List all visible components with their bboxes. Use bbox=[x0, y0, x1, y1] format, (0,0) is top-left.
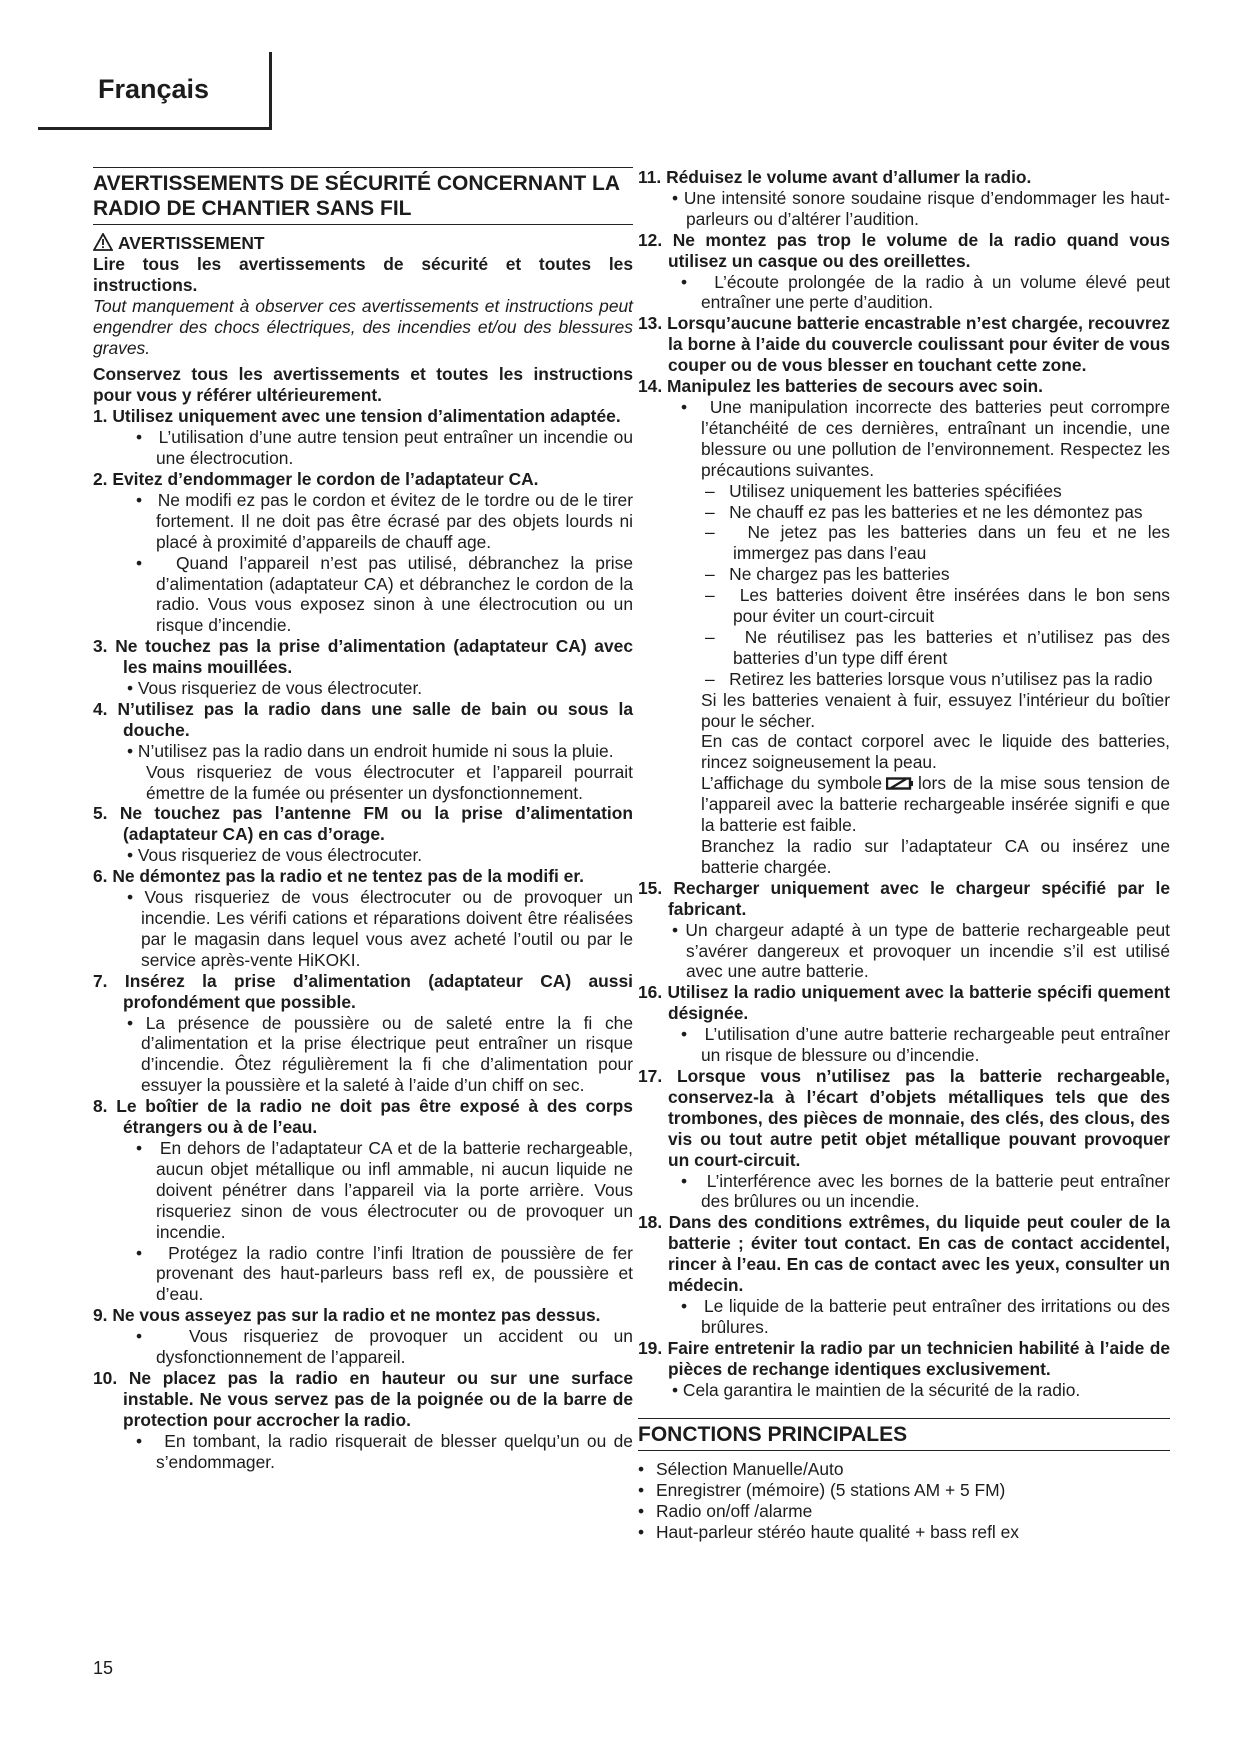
item-bullet: Ne modifi ez pas le cordon et évitez de le tordre ou de le tirer fortement. Il ne doit pas être écrasé par des objets lourds ni placé à proximité d’appareils de chauff age. bbox=[156, 489, 633, 552]
functions-section-title: FONCTIONS PRINCIPALES bbox=[638, 1418, 1170, 1451]
safety-item-11: 11. Réduisez le volume avant d’allumer la radio. • Une intensité sonore soudaine risque d’endommager les haut-parleurs ou d’altérer l’audition. bbox=[638, 167, 1171, 229]
contact-note: En cas de contact corporel avec le liquide des batteries, rincez soigneusement la peau. bbox=[701, 731, 1170, 773]
safety-section-title: AVERTISSEMENTS DE SÉCURITÉ CONCERNANT LA RADIO DE CHANTIER SANS FIL bbox=[93, 167, 633, 225]
safety-item-6: 6. Ne démontez pas la radio et ne tentez pas de la modifi er. • Vous risqueriez de vous électrocuter ou de provoquer un incendie. Les vérifi cations et réparations doivent être réalisées par le magasin dans lequel vous avez acheté l’outil ou par le service après-vente HiKOKI. bbox=[93, 866, 633, 970]
plug-note: Branchez la radio sur l’adaptateur CA ou insérez une batterie chargée. bbox=[701, 836, 1170, 877]
item-title: Ne placez pas la radio en hauteur ou sur une surface instable. Ne vous servez pas de la poignée ou de la barre de protection pour accrocher la radio. bbox=[123, 1367, 633, 1430]
function-item: • Haut-parleur stéréo haute qualité + bass refl ex bbox=[656, 1522, 1170, 1543]
item-bullet: Vous risqueriez de provoquer un accident ou un dysfonctionnement de l’appareil. bbox=[156, 1326, 633, 1368]
safety-item-7: 7. Insérez la prise d’alimentation (adaptateur CA) aussi profondément que possible. • La présence de poussière ou de saleté entre la fi che d’alimentation et la prise électrique peut entraîner un risque d’incendie. Ôtez régulièrement la fi che d’alimentation pour essuyer la poussière et la saleté à l’aide d’un chiff on sec. bbox=[93, 970, 633, 1096]
item-bullet: Protégez la radio contre l’infi ltration de poussière de fer provenant des haut-parleurs bass refl ex, de poussière et d’eau. bbox=[156, 1242, 633, 1305]
item-title: Manipulez les batteries de secours avec soin. bbox=[667, 376, 1044, 397]
item-title: Le boîtier de la radio ne doit pas être exposé à des corps étrangers ou à de l’eau. bbox=[116, 1096, 633, 1138]
warning-heading bbox=[93, 233, 633, 254]
item-bullet: Une manipulation incorrecte des batteries peut corrompre l’étanchéité de ces dernières, entraînant un incendie, une blessure ou une pollution de l’environnement. Respectez les précautions suivantes. bbox=[701, 396, 1170, 480]
item-bullet: L’utilisation d’une autre batterie rechargeable peut entraîner un risque de blessure ou d’incendie. bbox=[701, 1024, 1171, 1066]
item-note: Vous risqueriez de vous électrocuter et l’appareil pourrait émettre de la fumée ou présenter un dysfonctionnement. bbox=[146, 761, 633, 803]
language-tab bbox=[38, 52, 272, 130]
item-title: Lorsque vous n’utilisez pas la batterie rechargeable, conservez-la à l’écart d’objets métalliques tels que des trombones, des pièces de monnaie, des clés, des clous, des vis ou tout autre petit objet métallique pouvant provoquer un court-circuit. bbox=[668, 1065, 1170, 1170]
dash-item: Utilisez uniquement les batteries spécifiées bbox=[729, 480, 1062, 501]
warning-consequences: Tout manquement à observer ces avertissements et instructions peut engendrer des chocs électriques, des incendies et/ou des blessures graves. bbox=[93, 295, 633, 358]
warning-label: AVERTISSEMENT bbox=[118, 233, 265, 253]
item-title: Dans des conditions extrêmes, du liquide peut couler de la batterie ; éviter tout contact. En cas de contact accidentel, rincer à l’eau. En cas de contact avec les yeux, consulter un médecin. bbox=[668, 1212, 1170, 1296]
item-bullet: En tombant, la radio risquerait de blesser quelqu’un ou de s’endommager. bbox=[156, 1430, 633, 1472]
item-bullet: Quand l’appareil n’est pas utilisé, débranchez la prise d’alimentation (adaptateur CA) et débranchez le cordon de la radio. Vous vous exposez sinon à une électrocution ou un risque d’incendie. bbox=[156, 552, 633, 636]
dash-item: Ne jetez pas les batteries dans un feu et ne les immergez pas dans l’eau bbox=[733, 522, 1171, 564]
safety-item-14: 14. Manipulez les batteries de secours avec soin. • Une manipulation incorrecte des batteries peut corrompre l’étanchéité de ces dernières, entraînant un incendie, une blessure ou une pollution de l’environnement. Respectez les précautions suivantes. – Utilisez uniquement les batteries spécifiées – Ne chauff ez pas les batteries et ne les démontez pas – Ne jetez pas les batteries dans un feu et ne les immergez pas dans l’eau – Ne chargez pas les batteries – Les batteries doivent être insérées dans le bon sens pour éviter un court-circuit – Ne réutilisez pas les batteries et n’utilisez pas des batteries d’un type diff érent – Retirez les batteries lorsque vous n’utilisez pas la radio Si les batteries venaient à fuir, essuyez l’intérieur du boîtier pour le sécher. En cas de contact corporel avec le liquide des batteries, rincez soigneusement la peau. L’affichage du symbole lors de la mise sous tension de l’appareil avec la batterie rechargeable insérée signifi e que la batterie est faible. Branchez la radio sur l’adaptateur CA ou insérez une batterie chargée. bbox=[638, 376, 1171, 877]
item-title: Ne vous asseyez pas sur la radio et ne montez pas dessus. bbox=[112, 1305, 601, 1326]
keep-instructions: Conservez tous les avertissements et toutes les instructions pour vous y référer ultérieurement. bbox=[93, 364, 633, 406]
function-item: • Sélection Manuelle/Auto bbox=[656, 1459, 1170, 1480]
item-title: Réduisez le volume avant d’allumer la radio. bbox=[666, 167, 1032, 187]
safety-item-13: 13. Lorsqu’aucune batterie encastrable n’est chargée, recouvrez la borne à l’aide du couvercle coulissant pour éviter de vous couper ou de vous blesser en touchant cette zone. bbox=[638, 313, 1170, 376]
item-title: Ne montez pas trop le volume de la radio quand vous utilisez un casque ou des oreillettes. bbox=[668, 229, 1170, 271]
item-bullet: L’écoute prolongée de la radio à un volume élevé peut entraîner une perte d’audition. bbox=[701, 271, 1170, 313]
item-title: Lorsqu’aucune batterie encastrable n’est chargée, recouvrez la borne à l’aide du couvercle coulissant pour éviter de vous couper ou de vous blesser en touchant cette zone. bbox=[667, 313, 1170, 376]
safety-item-5: 5. Ne touchez pas l’antenne FM ou la prise d’alimentation (adaptateur CA) en cas d’orage. • Vous risqueriez de vous électrocuter. bbox=[93, 803, 633, 866]
dash-item: Ne réutilisez pas les batteries et n’utilisez pas des batteries d’un type diff érent bbox=[733, 626, 1170, 668]
safety-item-4: 4. N’utilisez pas la radio dans une salle de bain ou sous la douche. • N’utilisez pas la radio dans un endroit humide ni sous la pluie. Vous risqueriez de vous électrocuter et l’appareil pourrait émettre de la fumée ou présenter un dysfonctionnement. bbox=[93, 698, 633, 803]
safety-item-19: 19. Faire entretenir la radio par un technicien habilité à l’aide de pièces de rechange identiques exclusivement. • Cela garantira le maintien de la sécurité de la radio. bbox=[638, 1337, 1170, 1400]
dash-item: Ne chauff ez pas les batteries et ne les démontez pas bbox=[729, 501, 1143, 522]
item-title: Utilisez la radio uniquement avec la batterie spécifi quement désignée. bbox=[667, 982, 1170, 1024]
leak-note: Si les batteries venaient à fuir, essuyez l’intérieur du boîtier pour le sécher. bbox=[701, 689, 1170, 731]
item-bullet: Vous risqueriez de vous électrocuter ou de provoquer un incendie. Les vérifi cations et réparations doivent être réalisées par le magasin dans lequel vous avez acheté l’outil ou par le service après-vente HiKOKI. bbox=[141, 887, 633, 970]
safety-item-8: 8. Le boîtier de la radio ne doit pas être exposé à des corps étrangers ou à de l’eau. • En dehors de l’adaptateur CA et de la batterie rechargeable, aucun objet métallique ou infl ammable, ni aucun liquide ne doivent pénétrer dans l’appareil via la porte arrière. Vous risqueriez sinon de vous électrocuter ou de provoquer un incendie. • Protégez la radio contre l’infi ltration de poussière de fer provenant des haut-parleurs bass refl ex, de poussière et d’eau. bbox=[93, 1096, 633, 1305]
safety-item-15: 15. Recharger uniquement avec le chargeur spécifié par le fabricant. • Un chargeur adapté à un type de batterie rechargeable peut s’avérer dangereux et provoquer un incendie s’il est utilisé avec une autre batterie. bbox=[638, 877, 1170, 982]
item-title: Recharger uniquement avec le chargeur spécifié par le fabricant. bbox=[668, 877, 1170, 919]
dash-item: Retirez les batteries lorsque vous n’utilisez pas la radio bbox=[729, 668, 1153, 689]
safety-item-18: 18. Dans des conditions extrêmes, du liquide peut couler de la batterie ; éviter tout contact. En cas de contact accidentel, rincer à l’eau. En cas de contact avec les yeux, consulter un médecin. • Le liquide de la batterie peut entraîner des irritations ou des brûlures. bbox=[638, 1212, 1170, 1337]
item-bullet: N’utilisez pas la radio dans un endroit humide ni sous la pluie. bbox=[137, 740, 614, 761]
safety-item-17: 17. Lorsque vous n’utilisez pas la batterie rechargeable, conservez-la à l’écart d’objets métalliques tels que des trombones, des pièces de monnaie, des clés, des clous, des vis ou tout autre petit objet métallique pouvant provoquer un court-circuit. • L’interférence avec les bornes de la batterie peut entraîner des brûlures ou un incendie. bbox=[638, 1065, 1170, 1212]
safety-item-16: 16. Utilisez la radio uniquement avec la batterie spécifi quement désignée. • L’utilisation d’une autre batterie rechargeable peut entraîner un risque de blessure ou d’incendie. bbox=[638, 982, 1171, 1066]
safety-item-10: 10. Ne placez pas la radio en hauteur ou sur une surface instable. Ne vous servez pas de la poignée ou de la barre de protection pour accrocher la radio. • En tombant, la radio risquerait de blesser quelqu’un ou de s’endommager. bbox=[93, 1367, 633, 1472]
item-title: N’utilisez pas la radio dans une salle de bain ou sous la douche. bbox=[117, 698, 633, 740]
item-bullet: Le liquide de la batterie peut entraîner des irritations ou des brûlures. bbox=[701, 1295, 1170, 1337]
item-bullet: L’interférence avec les bornes de la batterie peut entraîner des brûlures ou un incendie. bbox=[701, 1170, 1170, 1212]
item-bullet: Un chargeur adapté à un type de batterie rechargeable peut s’avérer dangereux et provoquer un incendie s’il est utilisé avec une autre batterie. bbox=[685, 919, 1170, 982]
item-bullet: Une intensité sonore soudaine risque d’endommager les haut-parleurs ou d’altérer l’audition. bbox=[683, 187, 1171, 229]
safety-item-3: 3. Ne touchez pas la prise d’alimentation (adaptateur CA) avec les mains mouillées. • Vous risqueriez de vous électrocuter. bbox=[93, 636, 633, 699]
left-column bbox=[93, 167, 633, 1472]
safety-item-2: 2. Evitez d’endommager le cordon de l’adaptateur CA. • Ne modifi ez pas le cordon et évitez de le tordre ou de le tirer fortement. Il ne doit pas être écrasé par des objets lourds ni placé à proximité d’appareils de chauff age. • Quand l’appareil n’est pas utilisé, débranchez la prise d’alimentation (adaptateur CA) et débranchez le cordon de la radio. Vous vous exposez sinon à une électrocution ou un risque d’incendie. bbox=[93, 468, 633, 636]
item-title: Utilisez uniquement avec une tension d’alimentation adaptée. bbox=[112, 406, 621, 427]
page-number: 15 bbox=[93, 1658, 114, 1678]
item-title: Faire entretenir la radio par un technicien habilité à l’aide de pièces de rechange identiques exclusivement. bbox=[667, 1337, 1170, 1379]
item-title: Insérez la prise d’alimentation (adaptateur CA) aussi profondément que possible. bbox=[123, 970, 633, 1012]
right-column bbox=[638, 167, 1170, 1543]
item-bullet: Vous risqueriez de vous électrocuter. bbox=[137, 678, 423, 699]
item-bullet: L’utilisation d’une autre tension peut entraîner un incendie ou une électrocution. bbox=[156, 427, 633, 469]
item-title: Ne démontez pas la radio et ne tentez pas de la modifi er. bbox=[112, 866, 584, 887]
item-bullet: En dehors de l’adaptateur CA et de la batterie rechargeable, aucun objet métallique ou infl ammable, ni aucun liquide ne doivent pénétrer dans l’appareil via la porte arrière. Vous risqueriez sinon de vous électrocuter ou de provoquer un incendie. bbox=[156, 1137, 633, 1242]
function-item: • Enregistrer (mémoire) (5 stations AM + 5 FM) bbox=[656, 1480, 1170, 1501]
dash-item: Les batteries doivent être insérées dans le bon sens pour éviter un court-circuit bbox=[733, 585, 1170, 627]
item-bullet: La présence de poussière ou de saleté entre la fi che d’alimentation et la prise électrique peut entraîner un risque d’incendie. Ôtez régulièrement la fi che d’alimentation pour essuyer la poussière et la saleté à l’aide d’un chiff on sec. bbox=[141, 1012, 633, 1096]
safety-item-9: 9. Ne vous asseyez pas sur la radio et ne montez pas dessus. • Vous risqueriez de provoquer un accident ou un dysfonctionnement de l’appareil. bbox=[93, 1305, 633, 1368]
function-item: • Radio on/off /alarme bbox=[656, 1501, 1170, 1522]
warning-read-all: Lire tous les avertissements de sécurité et toutes les instructions. bbox=[93, 253, 633, 295]
low-battery-icon bbox=[886, 776, 914, 791]
low-battery-note: L’affichage du symbole lors de la mise sous tension de l’appareil avec la batterie rechargeable insérée signifi e que la batterie est faible. bbox=[701, 773, 1170, 836]
warning-triangle-icon bbox=[93, 233, 113, 251]
item-title: Evitez d’endommager le cordon de l’adaptateur CA. bbox=[112, 468, 539, 489]
item-title: Ne touchez pas l’antenne FM ou la prise d’alimentation (adaptateur CA) en cas d’orage. bbox=[119, 803, 633, 845]
safety-item-1: 1. Utilisez uniquement avec une tension d’alimentation adaptée. • L’utilisation d’une autre tension peut entraîner un incendie ou une électrocution. bbox=[93, 406, 633, 469]
item-title: Ne touchez pas la prise d’alimentation (adaptateur CA) avec les mains mouillées. bbox=[115, 636, 633, 678]
language-label: Français bbox=[98, 74, 210, 104]
functions-list bbox=[638, 1459, 1170, 1543]
safety-item-12: 12. Ne montez pas trop le volume de la radio quand vous utilisez un casque ou des oreillettes. • L’écoute prolongée de la radio à un volume élevé peut entraîner une perte d’audition. bbox=[638, 229, 1170, 313]
item-bullet: Cela garantira le maintien de la sécurité de la radio. bbox=[682, 1379, 1081, 1400]
dash-item: Ne chargez pas les batteries bbox=[729, 564, 950, 585]
item-bullet: Vous risqueriez de vous électrocuter. bbox=[137, 845, 423, 866]
